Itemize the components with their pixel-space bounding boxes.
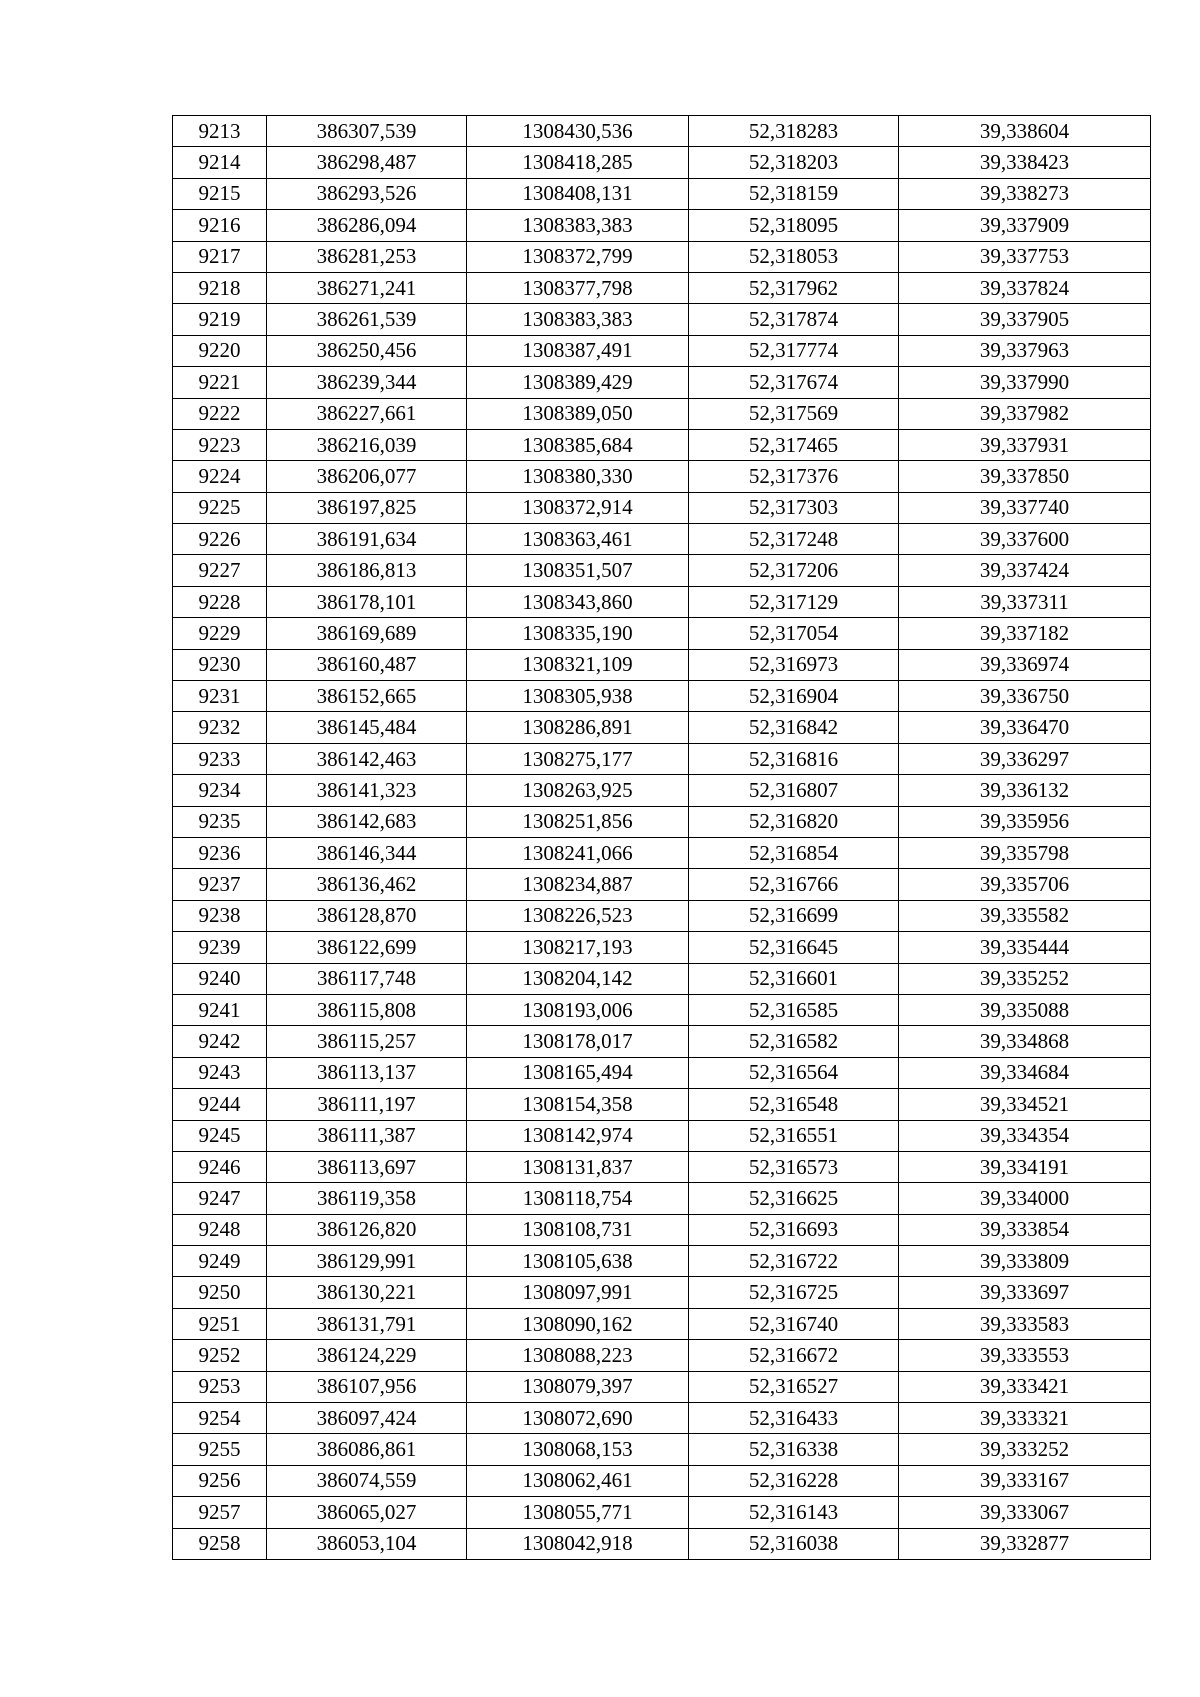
longitude-cell: 39,338604 bbox=[899, 116, 1151, 147]
table-row bbox=[173, 1120, 1151, 1151]
latitude-cell: 52,318159 bbox=[689, 178, 899, 209]
y-coordinate-cell: 1308372,799 bbox=[467, 241, 689, 272]
longitude-cell: 39,333809 bbox=[899, 1246, 1151, 1277]
point-number-cell: 9246 bbox=[173, 1151, 267, 1182]
y-coordinate-cell: 1308055,771 bbox=[467, 1497, 689, 1528]
point-number-cell: 9229 bbox=[173, 618, 267, 649]
point-number-cell: 9219 bbox=[173, 304, 267, 335]
table-row bbox=[173, 712, 1151, 743]
y-coordinate-cell: 1308090,162 bbox=[467, 1308, 689, 1339]
longitude-cell: 39,337963 bbox=[899, 335, 1151, 366]
latitude-cell: 52,317569 bbox=[689, 398, 899, 429]
latitude-cell: 52,316854 bbox=[689, 837, 899, 868]
table-row bbox=[173, 335, 1151, 366]
y-coordinate-cell: 1308088,223 bbox=[467, 1340, 689, 1371]
latitude-cell: 52,317962 bbox=[689, 272, 899, 303]
longitude-cell: 39,337905 bbox=[899, 304, 1151, 335]
point-number-cell: 9236 bbox=[173, 837, 267, 868]
table-row bbox=[173, 994, 1151, 1025]
longitude-cell: 39,333321 bbox=[899, 1403, 1151, 1434]
y-coordinate-cell: 1308165,494 bbox=[467, 1057, 689, 1088]
point-number-cell: 9218 bbox=[173, 272, 267, 303]
x-coordinate-cell: 386227,661 bbox=[267, 398, 467, 429]
table-row bbox=[173, 1277, 1151, 1308]
point-number-cell: 9248 bbox=[173, 1214, 267, 1245]
table-row bbox=[173, 272, 1151, 303]
point-number-cell: 9234 bbox=[173, 775, 267, 806]
x-coordinate-cell: 386130,221 bbox=[267, 1277, 467, 1308]
point-number-cell: 9249 bbox=[173, 1246, 267, 1277]
y-coordinate-cell: 1308241,066 bbox=[467, 837, 689, 868]
x-coordinate-cell: 386186,813 bbox=[267, 555, 467, 586]
x-coordinate-cell: 386281,253 bbox=[267, 241, 467, 272]
table-row bbox=[173, 743, 1151, 774]
table-row bbox=[173, 932, 1151, 963]
x-coordinate-cell: 386117,748 bbox=[267, 963, 467, 994]
table-row bbox=[173, 241, 1151, 272]
table-row bbox=[173, 461, 1151, 492]
table-row bbox=[173, 963, 1151, 994]
point-number-cell: 9215 bbox=[173, 178, 267, 209]
table-row bbox=[173, 681, 1151, 712]
table-row bbox=[173, 398, 1151, 429]
longitude-cell: 39,337909 bbox=[899, 210, 1151, 241]
x-coordinate-cell: 386128,870 bbox=[267, 900, 467, 931]
table-row bbox=[173, 367, 1151, 398]
x-coordinate-cell: 386097,424 bbox=[267, 1403, 467, 1434]
table-row bbox=[173, 1528, 1151, 1559]
latitude-cell: 52,316672 bbox=[689, 1340, 899, 1371]
longitude-cell: 39,334521 bbox=[899, 1089, 1151, 1120]
longitude-cell: 39,333167 bbox=[899, 1465, 1151, 1496]
longitude-cell: 39,334868 bbox=[899, 1026, 1151, 1057]
table-row bbox=[173, 1465, 1151, 1496]
y-coordinate-cell: 1308105,638 bbox=[467, 1246, 689, 1277]
longitude-cell: 39,335088 bbox=[899, 994, 1151, 1025]
longitude-cell: 39,335444 bbox=[899, 932, 1151, 963]
y-coordinate-cell: 1308305,938 bbox=[467, 681, 689, 712]
x-coordinate-cell: 386250,456 bbox=[267, 335, 467, 366]
latitude-cell: 52,316228 bbox=[689, 1465, 899, 1496]
latitude-cell: 52,317376 bbox=[689, 461, 899, 492]
y-coordinate-cell: 1308430,536 bbox=[467, 116, 689, 147]
latitude-cell: 52,316582 bbox=[689, 1026, 899, 1057]
x-coordinate-cell: 386293,526 bbox=[267, 178, 467, 209]
y-coordinate-cell: 1308178,017 bbox=[467, 1026, 689, 1057]
x-coordinate-cell: 386239,344 bbox=[267, 367, 467, 398]
y-coordinate-cell: 1308042,918 bbox=[467, 1528, 689, 1559]
table-row bbox=[173, 304, 1151, 335]
table-row bbox=[173, 429, 1151, 460]
y-coordinate-cell: 1308142,974 bbox=[467, 1120, 689, 1151]
x-coordinate-cell: 386145,484 bbox=[267, 712, 467, 743]
table-row bbox=[173, 492, 1151, 523]
y-coordinate-cell: 1308335,190 bbox=[467, 618, 689, 649]
x-coordinate-cell: 386115,257 bbox=[267, 1026, 467, 1057]
table-row bbox=[173, 806, 1151, 837]
longitude-cell: 39,334354 bbox=[899, 1120, 1151, 1151]
x-coordinate-cell: 386122,699 bbox=[267, 932, 467, 963]
latitude-cell: 52,316551 bbox=[689, 1120, 899, 1151]
latitude-cell: 52,316740 bbox=[689, 1308, 899, 1339]
latitude-cell: 52,317303 bbox=[689, 492, 899, 523]
point-number-cell: 9240 bbox=[173, 963, 267, 994]
longitude-cell: 39,333252 bbox=[899, 1434, 1151, 1465]
longitude-cell: 39,337824 bbox=[899, 272, 1151, 303]
x-coordinate-cell: 386115,808 bbox=[267, 994, 467, 1025]
x-coordinate-cell: 386129,991 bbox=[267, 1246, 467, 1277]
y-coordinate-cell: 1308062,461 bbox=[467, 1465, 689, 1496]
longitude-cell: 39,335252 bbox=[899, 963, 1151, 994]
longitude-cell: 39,336750 bbox=[899, 681, 1151, 712]
longitude-cell: 39,336132 bbox=[899, 775, 1151, 806]
point-number-cell: 9213 bbox=[173, 116, 267, 147]
point-number-cell: 9222 bbox=[173, 398, 267, 429]
latitude-cell: 52,316573 bbox=[689, 1151, 899, 1182]
y-coordinate-cell: 1308418,285 bbox=[467, 147, 689, 178]
latitude-cell: 52,316527 bbox=[689, 1371, 899, 1402]
table-row bbox=[173, 869, 1151, 900]
longitude-cell: 39,333421 bbox=[899, 1371, 1151, 1402]
table-row bbox=[173, 618, 1151, 649]
latitude-cell: 52,316816 bbox=[689, 743, 899, 774]
y-coordinate-cell: 1308372,914 bbox=[467, 492, 689, 523]
x-coordinate-cell: 386124,229 bbox=[267, 1340, 467, 1371]
longitude-cell: 39,333854 bbox=[899, 1214, 1151, 1245]
point-number-cell: 9242 bbox=[173, 1026, 267, 1057]
x-coordinate-cell: 386216,039 bbox=[267, 429, 467, 460]
latitude-cell: 52,317248 bbox=[689, 524, 899, 555]
table-row bbox=[173, 1308, 1151, 1339]
y-coordinate-cell: 1308131,837 bbox=[467, 1151, 689, 1182]
point-number-cell: 9251 bbox=[173, 1308, 267, 1339]
x-coordinate-cell: 386136,462 bbox=[267, 869, 467, 900]
longitude-cell: 39,337311 bbox=[899, 586, 1151, 617]
longitude-cell: 39,336470 bbox=[899, 712, 1151, 743]
y-coordinate-cell: 1308193,006 bbox=[467, 994, 689, 1025]
x-coordinate-cell: 386107,956 bbox=[267, 1371, 467, 1402]
coordinate-table-body bbox=[173, 116, 1151, 1560]
y-coordinate-cell: 1308389,429 bbox=[467, 367, 689, 398]
y-coordinate-cell: 1308321,109 bbox=[467, 649, 689, 680]
longitude-cell: 39,333583 bbox=[899, 1308, 1151, 1339]
y-coordinate-cell: 1308351,507 bbox=[467, 555, 689, 586]
x-coordinate-cell: 386065,027 bbox=[267, 1497, 467, 1528]
point-number-cell: 9253 bbox=[173, 1371, 267, 1402]
point-number-cell: 9250 bbox=[173, 1277, 267, 1308]
table-row bbox=[173, 1403, 1151, 1434]
longitude-cell: 39,333067 bbox=[899, 1497, 1151, 1528]
y-coordinate-cell: 1308408,131 bbox=[467, 178, 689, 209]
longitude-cell: 39,333553 bbox=[899, 1340, 1151, 1371]
latitude-cell: 52,316820 bbox=[689, 806, 899, 837]
x-coordinate-cell: 386271,241 bbox=[267, 272, 467, 303]
y-coordinate-cell: 1308226,523 bbox=[467, 900, 689, 931]
latitude-cell: 52,316699 bbox=[689, 900, 899, 931]
x-coordinate-cell: 386152,665 bbox=[267, 681, 467, 712]
latitude-cell: 52,316904 bbox=[689, 681, 899, 712]
x-coordinate-cell: 386261,539 bbox=[267, 304, 467, 335]
table-row bbox=[173, 1151, 1151, 1182]
table-row bbox=[173, 586, 1151, 617]
x-coordinate-cell: 386142,683 bbox=[267, 806, 467, 837]
longitude-cell: 39,338423 bbox=[899, 147, 1151, 178]
table-row bbox=[173, 1214, 1151, 1245]
x-coordinate-cell: 386111,197 bbox=[267, 1089, 467, 1120]
latitude-cell: 52,317129 bbox=[689, 586, 899, 617]
latitude-cell: 52,316842 bbox=[689, 712, 899, 743]
table-row bbox=[173, 1057, 1151, 1088]
point-number-cell: 9220 bbox=[173, 335, 267, 366]
point-number-cell: 9241 bbox=[173, 994, 267, 1025]
y-coordinate-cell: 1308387,491 bbox=[467, 335, 689, 366]
x-coordinate-cell: 386141,323 bbox=[267, 775, 467, 806]
latitude-cell: 52,316722 bbox=[689, 1246, 899, 1277]
longitude-cell: 39,337990 bbox=[899, 367, 1151, 398]
latitude-cell: 52,316548 bbox=[689, 1089, 899, 1120]
latitude-cell: 52,317774 bbox=[689, 335, 899, 366]
y-coordinate-cell: 1308383,383 bbox=[467, 304, 689, 335]
y-coordinate-cell: 1308068,153 bbox=[467, 1434, 689, 1465]
latitude-cell: 52,317674 bbox=[689, 367, 899, 398]
x-coordinate-cell: 386286,094 bbox=[267, 210, 467, 241]
point-number-cell: 9216 bbox=[173, 210, 267, 241]
table-row bbox=[173, 116, 1151, 147]
x-coordinate-cell: 386169,689 bbox=[267, 618, 467, 649]
table-row bbox=[173, 1089, 1151, 1120]
point-number-cell: 9225 bbox=[173, 492, 267, 523]
x-coordinate-cell: 386146,344 bbox=[267, 837, 467, 868]
x-coordinate-cell: 386126,820 bbox=[267, 1214, 467, 1245]
point-number-cell: 9245 bbox=[173, 1120, 267, 1151]
longitude-cell: 39,337982 bbox=[899, 398, 1151, 429]
y-coordinate-cell: 1308389,050 bbox=[467, 398, 689, 429]
x-coordinate-cell: 386191,634 bbox=[267, 524, 467, 555]
latitude-cell: 52,316338 bbox=[689, 1434, 899, 1465]
x-coordinate-cell: 386206,077 bbox=[267, 461, 467, 492]
x-coordinate-cell: 386113,137 bbox=[267, 1057, 467, 1088]
x-coordinate-cell: 386142,463 bbox=[267, 743, 467, 774]
point-number-cell: 9232 bbox=[173, 712, 267, 743]
latitude-cell: 52,316143 bbox=[689, 1497, 899, 1528]
latitude-cell: 52,316725 bbox=[689, 1277, 899, 1308]
x-coordinate-cell: 386119,358 bbox=[267, 1183, 467, 1214]
table-row bbox=[173, 1246, 1151, 1277]
latitude-cell: 52,316038 bbox=[689, 1528, 899, 1559]
x-coordinate-cell: 386307,539 bbox=[267, 116, 467, 147]
y-coordinate-cell: 1308217,193 bbox=[467, 932, 689, 963]
y-coordinate-cell: 1308383,383 bbox=[467, 210, 689, 241]
latitude-cell: 52,316564 bbox=[689, 1057, 899, 1088]
table-row bbox=[173, 1434, 1151, 1465]
point-number-cell: 9256 bbox=[173, 1465, 267, 1496]
table-row bbox=[173, 147, 1151, 178]
point-number-cell: 9221 bbox=[173, 367, 267, 398]
latitude-cell: 52,318053 bbox=[689, 241, 899, 272]
point-number-cell: 9228 bbox=[173, 586, 267, 617]
coordinate-table bbox=[172, 115, 1151, 1560]
point-number-cell: 9252 bbox=[173, 1340, 267, 1371]
point-number-cell: 9237 bbox=[173, 869, 267, 900]
latitude-cell: 52,316693 bbox=[689, 1214, 899, 1245]
y-coordinate-cell: 1308380,330 bbox=[467, 461, 689, 492]
longitude-cell: 39,337424 bbox=[899, 555, 1151, 586]
y-coordinate-cell: 1308079,397 bbox=[467, 1371, 689, 1402]
point-number-cell: 9239 bbox=[173, 932, 267, 963]
point-number-cell: 9231 bbox=[173, 681, 267, 712]
point-number-cell: 9227 bbox=[173, 555, 267, 586]
y-coordinate-cell: 1308251,856 bbox=[467, 806, 689, 837]
table-row bbox=[173, 900, 1151, 931]
latitude-cell: 52,316973 bbox=[689, 649, 899, 680]
point-number-cell: 9257 bbox=[173, 1497, 267, 1528]
point-number-cell: 9226 bbox=[173, 524, 267, 555]
y-coordinate-cell: 1308385,684 bbox=[467, 429, 689, 460]
longitude-cell: 39,334191 bbox=[899, 1151, 1151, 1182]
x-coordinate-cell: 386178,101 bbox=[267, 586, 467, 617]
longitude-cell: 39,337931 bbox=[899, 429, 1151, 460]
latitude-cell: 52,318203 bbox=[689, 147, 899, 178]
longitude-cell: 39,337740 bbox=[899, 492, 1151, 523]
latitude-cell: 52,316645 bbox=[689, 932, 899, 963]
y-coordinate-cell: 1308204,142 bbox=[467, 963, 689, 994]
y-coordinate-cell: 1308154,358 bbox=[467, 1089, 689, 1120]
point-number-cell: 9255 bbox=[173, 1434, 267, 1465]
y-coordinate-cell: 1308118,754 bbox=[467, 1183, 689, 1214]
latitude-cell: 52,317054 bbox=[689, 618, 899, 649]
point-number-cell: 9244 bbox=[173, 1089, 267, 1120]
point-number-cell: 9223 bbox=[173, 429, 267, 460]
longitude-cell: 39,336297 bbox=[899, 743, 1151, 774]
y-coordinate-cell: 1308363,461 bbox=[467, 524, 689, 555]
table-row bbox=[173, 775, 1151, 806]
y-coordinate-cell: 1308343,860 bbox=[467, 586, 689, 617]
table-row bbox=[173, 1371, 1151, 1402]
point-number-cell: 9247 bbox=[173, 1183, 267, 1214]
table-row bbox=[173, 524, 1151, 555]
latitude-cell: 52,318283 bbox=[689, 116, 899, 147]
latitude-cell: 52,316433 bbox=[689, 1403, 899, 1434]
y-coordinate-cell: 1308275,177 bbox=[467, 743, 689, 774]
latitude-cell: 52,316601 bbox=[689, 963, 899, 994]
point-number-cell: 9254 bbox=[173, 1403, 267, 1434]
point-number-cell: 9258 bbox=[173, 1528, 267, 1559]
point-number-cell: 9238 bbox=[173, 900, 267, 931]
x-coordinate-cell: 386298,487 bbox=[267, 147, 467, 178]
x-coordinate-cell: 386053,104 bbox=[267, 1528, 467, 1559]
longitude-cell: 39,337753 bbox=[899, 241, 1151, 272]
table-row bbox=[173, 1026, 1151, 1057]
x-coordinate-cell: 386074,559 bbox=[267, 1465, 467, 1496]
x-coordinate-cell: 386197,825 bbox=[267, 492, 467, 523]
longitude-cell: 39,335582 bbox=[899, 900, 1151, 931]
y-coordinate-cell: 1308263,925 bbox=[467, 775, 689, 806]
table-row bbox=[173, 210, 1151, 241]
point-number-cell: 9217 bbox=[173, 241, 267, 272]
table-row bbox=[173, 649, 1151, 680]
longitude-cell: 39,334684 bbox=[899, 1057, 1151, 1088]
x-coordinate-cell: 386113,697 bbox=[267, 1151, 467, 1182]
y-coordinate-cell: 1308286,891 bbox=[467, 712, 689, 743]
latitude-cell: 52,316807 bbox=[689, 775, 899, 806]
longitude-cell: 39,337600 bbox=[899, 524, 1151, 555]
table-row bbox=[173, 1497, 1151, 1528]
longitude-cell: 39,335956 bbox=[899, 806, 1151, 837]
y-coordinate-cell: 1308234,887 bbox=[467, 869, 689, 900]
point-number-cell: 9214 bbox=[173, 147, 267, 178]
longitude-cell: 39,337182 bbox=[899, 618, 1151, 649]
x-coordinate-cell: 386131,791 bbox=[267, 1308, 467, 1339]
point-number-cell: 9230 bbox=[173, 649, 267, 680]
table-row bbox=[173, 178, 1151, 209]
x-coordinate-cell: 386086,861 bbox=[267, 1434, 467, 1465]
y-coordinate-cell: 1308072,690 bbox=[467, 1403, 689, 1434]
y-coordinate-cell: 1308097,991 bbox=[467, 1277, 689, 1308]
longitude-cell: 39,334000 bbox=[899, 1183, 1151, 1214]
point-number-cell: 9233 bbox=[173, 743, 267, 774]
table-row bbox=[173, 1183, 1151, 1214]
longitude-cell: 39,333697 bbox=[899, 1277, 1151, 1308]
y-coordinate-cell: 1308108,731 bbox=[467, 1214, 689, 1245]
longitude-cell: 39,335706 bbox=[899, 869, 1151, 900]
latitude-cell: 52,316766 bbox=[689, 869, 899, 900]
x-coordinate-cell: 386111,387 bbox=[267, 1120, 467, 1151]
y-coordinate-cell: 1308377,798 bbox=[467, 272, 689, 303]
longitude-cell: 39,336974 bbox=[899, 649, 1151, 680]
latitude-cell: 52,317874 bbox=[689, 304, 899, 335]
latitude-cell: 52,318095 bbox=[689, 210, 899, 241]
longitude-cell: 39,338273 bbox=[899, 178, 1151, 209]
point-number-cell: 9224 bbox=[173, 461, 267, 492]
x-coordinate-cell: 386160,487 bbox=[267, 649, 467, 680]
longitude-cell: 39,332877 bbox=[899, 1528, 1151, 1559]
latitude-cell: 52,316585 bbox=[689, 994, 899, 1025]
latitude-cell: 52,317206 bbox=[689, 555, 899, 586]
point-number-cell: 9243 bbox=[173, 1057, 267, 1088]
longitude-cell: 39,337850 bbox=[899, 461, 1151, 492]
table-row bbox=[173, 837, 1151, 868]
table-row bbox=[173, 1340, 1151, 1371]
table-row bbox=[173, 555, 1151, 586]
latitude-cell: 52,317465 bbox=[689, 429, 899, 460]
point-number-cell: 9235 bbox=[173, 806, 267, 837]
longitude-cell: 39,335798 bbox=[899, 837, 1151, 868]
latitude-cell: 52,316625 bbox=[689, 1183, 899, 1214]
